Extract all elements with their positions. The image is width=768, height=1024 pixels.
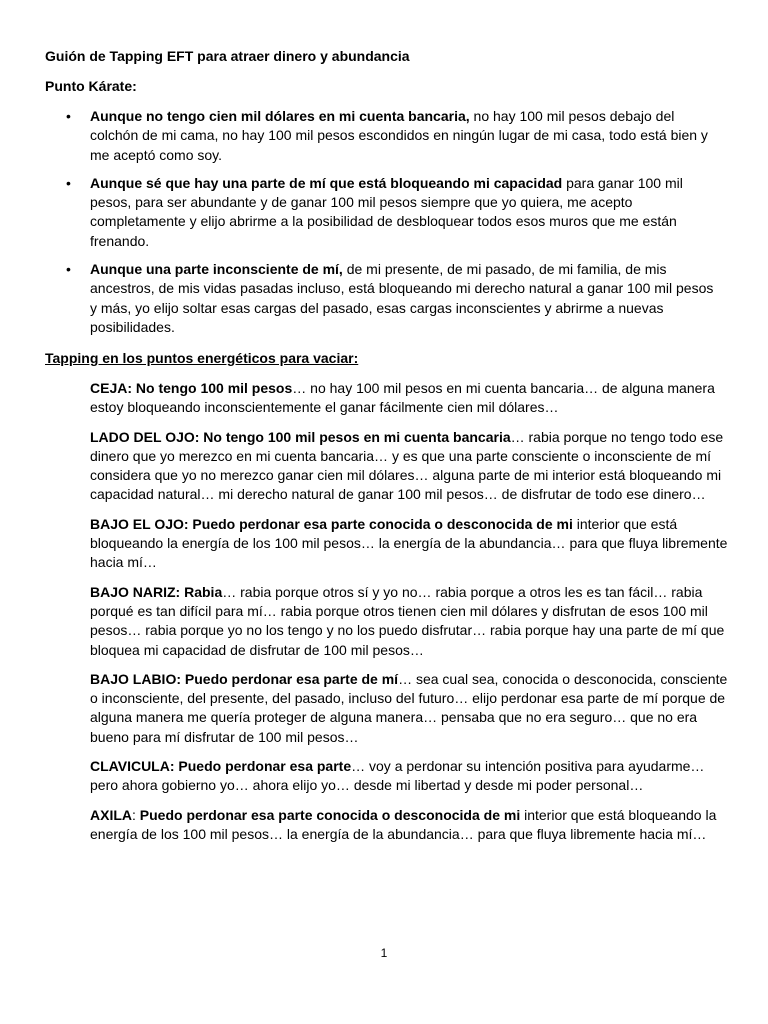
bullet-lead: Aunque una parte inconsciente de mí, xyxy=(90,261,343,278)
point-lead: CEJA: No tengo 100 mil pesos xyxy=(90,380,293,396)
bullet-item xyxy=(0,174,724,251)
point-text: … rabia porque no tengo todo ese dinero que yo merezco en mi cuenta bancaria… y es que una parte consciente o inconsciente de mí considera que yo no merezco ganar cien mil dólares… alguna parte de mi interior está bloqueando mi capacidad natural… mi derecho natural de ganar 100 mil pesos… de disfrutar de todo ese dinero… xyxy=(90,428,724,503)
tapping-point xyxy=(90,670,728,747)
bullet-item xyxy=(0,107,724,165)
point-text: … sea cual sea, conocida o desconocida, consciente o inconsciente, del presente, del pasado, incluso del futuro… elijo perdonar esa parte de mí porque de alguna manera me quería proteger de alguna manera… pensaba que no era seguro… que no era bueno para mí disfrutar de 100 mil pesos… xyxy=(90,670,728,745)
point-lead-secondary: Puedo perdonar esa parte conocida o desconocida de mi xyxy=(139,806,521,823)
tapping-point xyxy=(90,583,728,660)
point-lead: CLAVICULA: Puedo perdonar esa parte xyxy=(90,758,352,775)
point-text: … rabia porque otros sí y yo no… rabia porque a otros les es tan fácil… rabia porqué es tan difícil para mí… rabia porque otros tienen cien mil dólares y disfrutan de esos 100 mil pesos… rabia porque yo no los tengo y no los puedo disfrutar… rabia porque hay una parte de mí que bloquea mi capacidad de disfrutar de 100 mil pesos… xyxy=(90,583,725,658)
point-lead: BAJO NARIZ: Rabia xyxy=(90,583,223,600)
tapping-point xyxy=(90,379,728,418)
tapping-point xyxy=(90,806,728,845)
bullet-icon: • xyxy=(66,261,71,278)
document-title: Guión de Tapping EFT para atraer dinero y abundancia xyxy=(45,48,410,64)
point-text: … voy a perdonar su intención positiva para ayudarme… pero ahora gobierno yo… ahora elijo yo… desde mi libertad y desde mi poder personal… xyxy=(90,758,705,794)
point-text: interior que está bloqueando la energía de los 100 mil pesos… la energía de la abundancia… para que fluya libremente hacia mí… xyxy=(90,806,717,842)
bullet-lead: Aunque sé que hay una parte de mí que está bloqueando mi capacidad xyxy=(90,174,563,191)
point-text: … no hay 100 mil pesos en mi cuenta bancaria… de alguna manera estoy bloqueando inconscientemente el ganar fácilmente cien mil dólares… xyxy=(90,380,715,416)
bullet-text: para ganar 100 mil pesos, para ser abundante y de ganar 100 mil pesos siempre que yo quiera, me acepto completamente y elijo abrirme a la posibilidad de desbloquear todos esos muros que me están frenando. xyxy=(90,174,683,249)
point-lead: AXILA xyxy=(90,806,132,823)
point-lead: LADO DEL OJO: No tengo 100 mil pesos en mi cuenta bancaria xyxy=(90,428,511,445)
point-lead: BAJO LABIO: Puedo perdonar esa parte de mí xyxy=(90,670,399,687)
bullet-text: no hay 100 mil pesos debajo del colchón de mi cama, no hay 100 mil pesos escondidos en ningún lugar de mi casa, todo está bien y me aceptó como soy. xyxy=(90,108,708,163)
bullet-icon: • xyxy=(66,108,71,124)
point-lead: BAJO EL OJO: Puedo perdonar esa parte conocida o desconocida de mi xyxy=(90,515,573,532)
page-number: 1 xyxy=(380,946,388,960)
bullet-text: de mi presente, de mi pasado, de mi familia, de mis ancestros, de mis vidas pasadas incluso, está bloqueando mi derecho natural a ganar 100 mil pesos y más, yo elijo soltar esas cargas del pasado, esas cargas inconscientes y abrirme a nuevas posibilidades. xyxy=(90,261,714,335)
tapping-points xyxy=(90,379,728,854)
tapping-point xyxy=(90,428,728,505)
tapping-point xyxy=(90,757,728,796)
tapping-point xyxy=(90,515,728,573)
bullet-lead: Aunque no tengo cien mil dólares en mi cuenta bancaria, xyxy=(90,108,470,124)
bullet-icon: • xyxy=(66,174,71,191)
point-text: interior que está bloqueando la energía de los 100 mil pesos… la energía de la abundancia… para que fluya libremente hacia mí… xyxy=(90,515,728,571)
bullet-list xyxy=(0,107,768,346)
bullet-item xyxy=(0,260,724,337)
point-separator: : xyxy=(132,806,140,823)
section-title: Tapping en los puntos energéticos para vaciar: xyxy=(45,350,359,366)
document-subtitle: Punto Kárate: xyxy=(45,78,137,94)
